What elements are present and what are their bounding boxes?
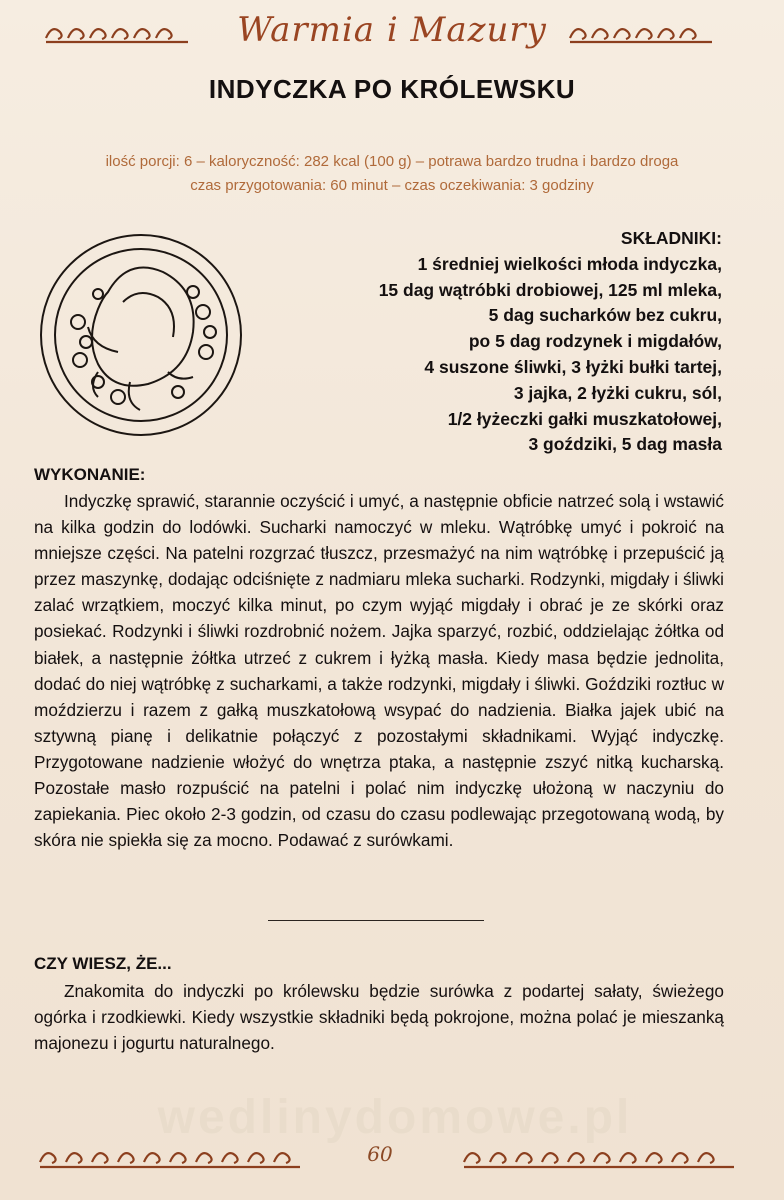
ingredient-line: po 5 dag rodzynek i migdałów, [468, 331, 722, 352]
ingredient-line: 15 dag wątróbki drobiowej, 125 ml mleka, [378, 279, 722, 300]
ingredient-line: 5 dag sucharków bez cukru, [488, 305, 722, 326]
ingredient-line: 4 suszone śliwki, 3 łyżki bułki tartej, [424, 356, 722, 377]
turkey-plate-illustration [38, 232, 244, 438]
recipe-meta-time: czas przygotowania: 60 minut – czas oczekiwania: 3 godziny [190, 177, 594, 194]
ingredient-line: 3 goździki, 5 dag masła [528, 434, 722, 455]
scroll-ornament-right [566, 14, 716, 48]
scroll-ornament-left [42, 14, 192, 48]
recipe-title: INDYCZKA PO KRÓLEWSKU [208, 74, 576, 104]
footer-ornament-left [34, 1140, 304, 1174]
method-text: Indyczkę sprawić, starannie oczyścić i umyć, a następnie obficie natrzeć solą i wstawić na kilka godzin do lodówki. Sucharki namoczyć w mleku. Wątróbkę umyć i pokroić na mniejsze części. Na patelni rozgrzać tłuszcz, przesmażyć na nim wątróbkę i przepuścić ją przez maszynkę, dodając odciśnięte z nadmiaru mleka sucharki. Rodzynki, migdały i śliwki zalać wrzątkiem, moczyć kilka minut, po czym wyjąć migdały i obrać je ze skórki oraz posiekać. Rodzynki i śliwki rozdrobnić nożem. Jajka sparzyć, rozbić, oddzielając żółtka od białek, a następnie żółtka utrzeć z cukrem i łyżką masła. Kiedy masa będzie jednolita, dodać do niej wątróbkę z sucharkami, a także rodzynki, migdały i śliwki. Goździki roztłuc w moździerzu i razem z gałką muszkatołową wsypać do nadzienia. Białka jajek ubić na sztywną pianę i delikatnie połączyć z pozostałymi składnikami. Wyjąć indyczkę. Przygotowane nadzienie włożyć do wnętrza ptaka, a następnie zszyć nitką kucharską. Pozostałe masło rozpuścić na patelni i polać nim indyczkę ułożoną w naczyniu do zapiekania. Piec około 2-3 godzin, od czasu do czasu podlewając przegotowaną wodą, by skóra nie spiekła się za mocno. Podawać z surówkami. [34, 491, 724, 851]
ingredient-line: 3 jajka, 2 łyżki cukru, sól, [513, 382, 722, 403]
section-divider [268, 920, 484, 921]
method-heading: WYKONANIE: [34, 465, 146, 484]
tip-heading: CZY WIESZ, ŻE... [34, 954, 172, 973]
page-header [0, 8, 784, 58]
ingredient-line: 1 średniej wielkości młoda indyczka, [417, 253, 722, 274]
recipe-meta-servings: ilość porcji: 6 – kaloryczność: 282 kcal (100 g) – potrawa bardzo trudna i bardzo droga [105, 153, 679, 170]
region-title: Warmia i Mazury [237, 10, 547, 50]
page-number: 60 [367, 1142, 393, 1166]
watermark: wedlinydomowe.pl [157, 1091, 633, 1144]
ingredients-heading: SKŁADNIKI: [620, 228, 722, 248]
ingredients-list [250, 226, 722, 458]
tip-text: Znakomita do indyczki po królewsku będzie surówka z podartej sałaty, świeżego ogórka i rzodkiewki. Kiedy wszystkie składniki będą pokrojone, można polać je mieszanką majonezu i jogurtu naturalnego. [34, 981, 724, 1054]
footer-ornament-right [458, 1140, 740, 1174]
ingredient-line: 1/2 łyżeczki gałki muszkatołowej, [447, 408, 722, 429]
